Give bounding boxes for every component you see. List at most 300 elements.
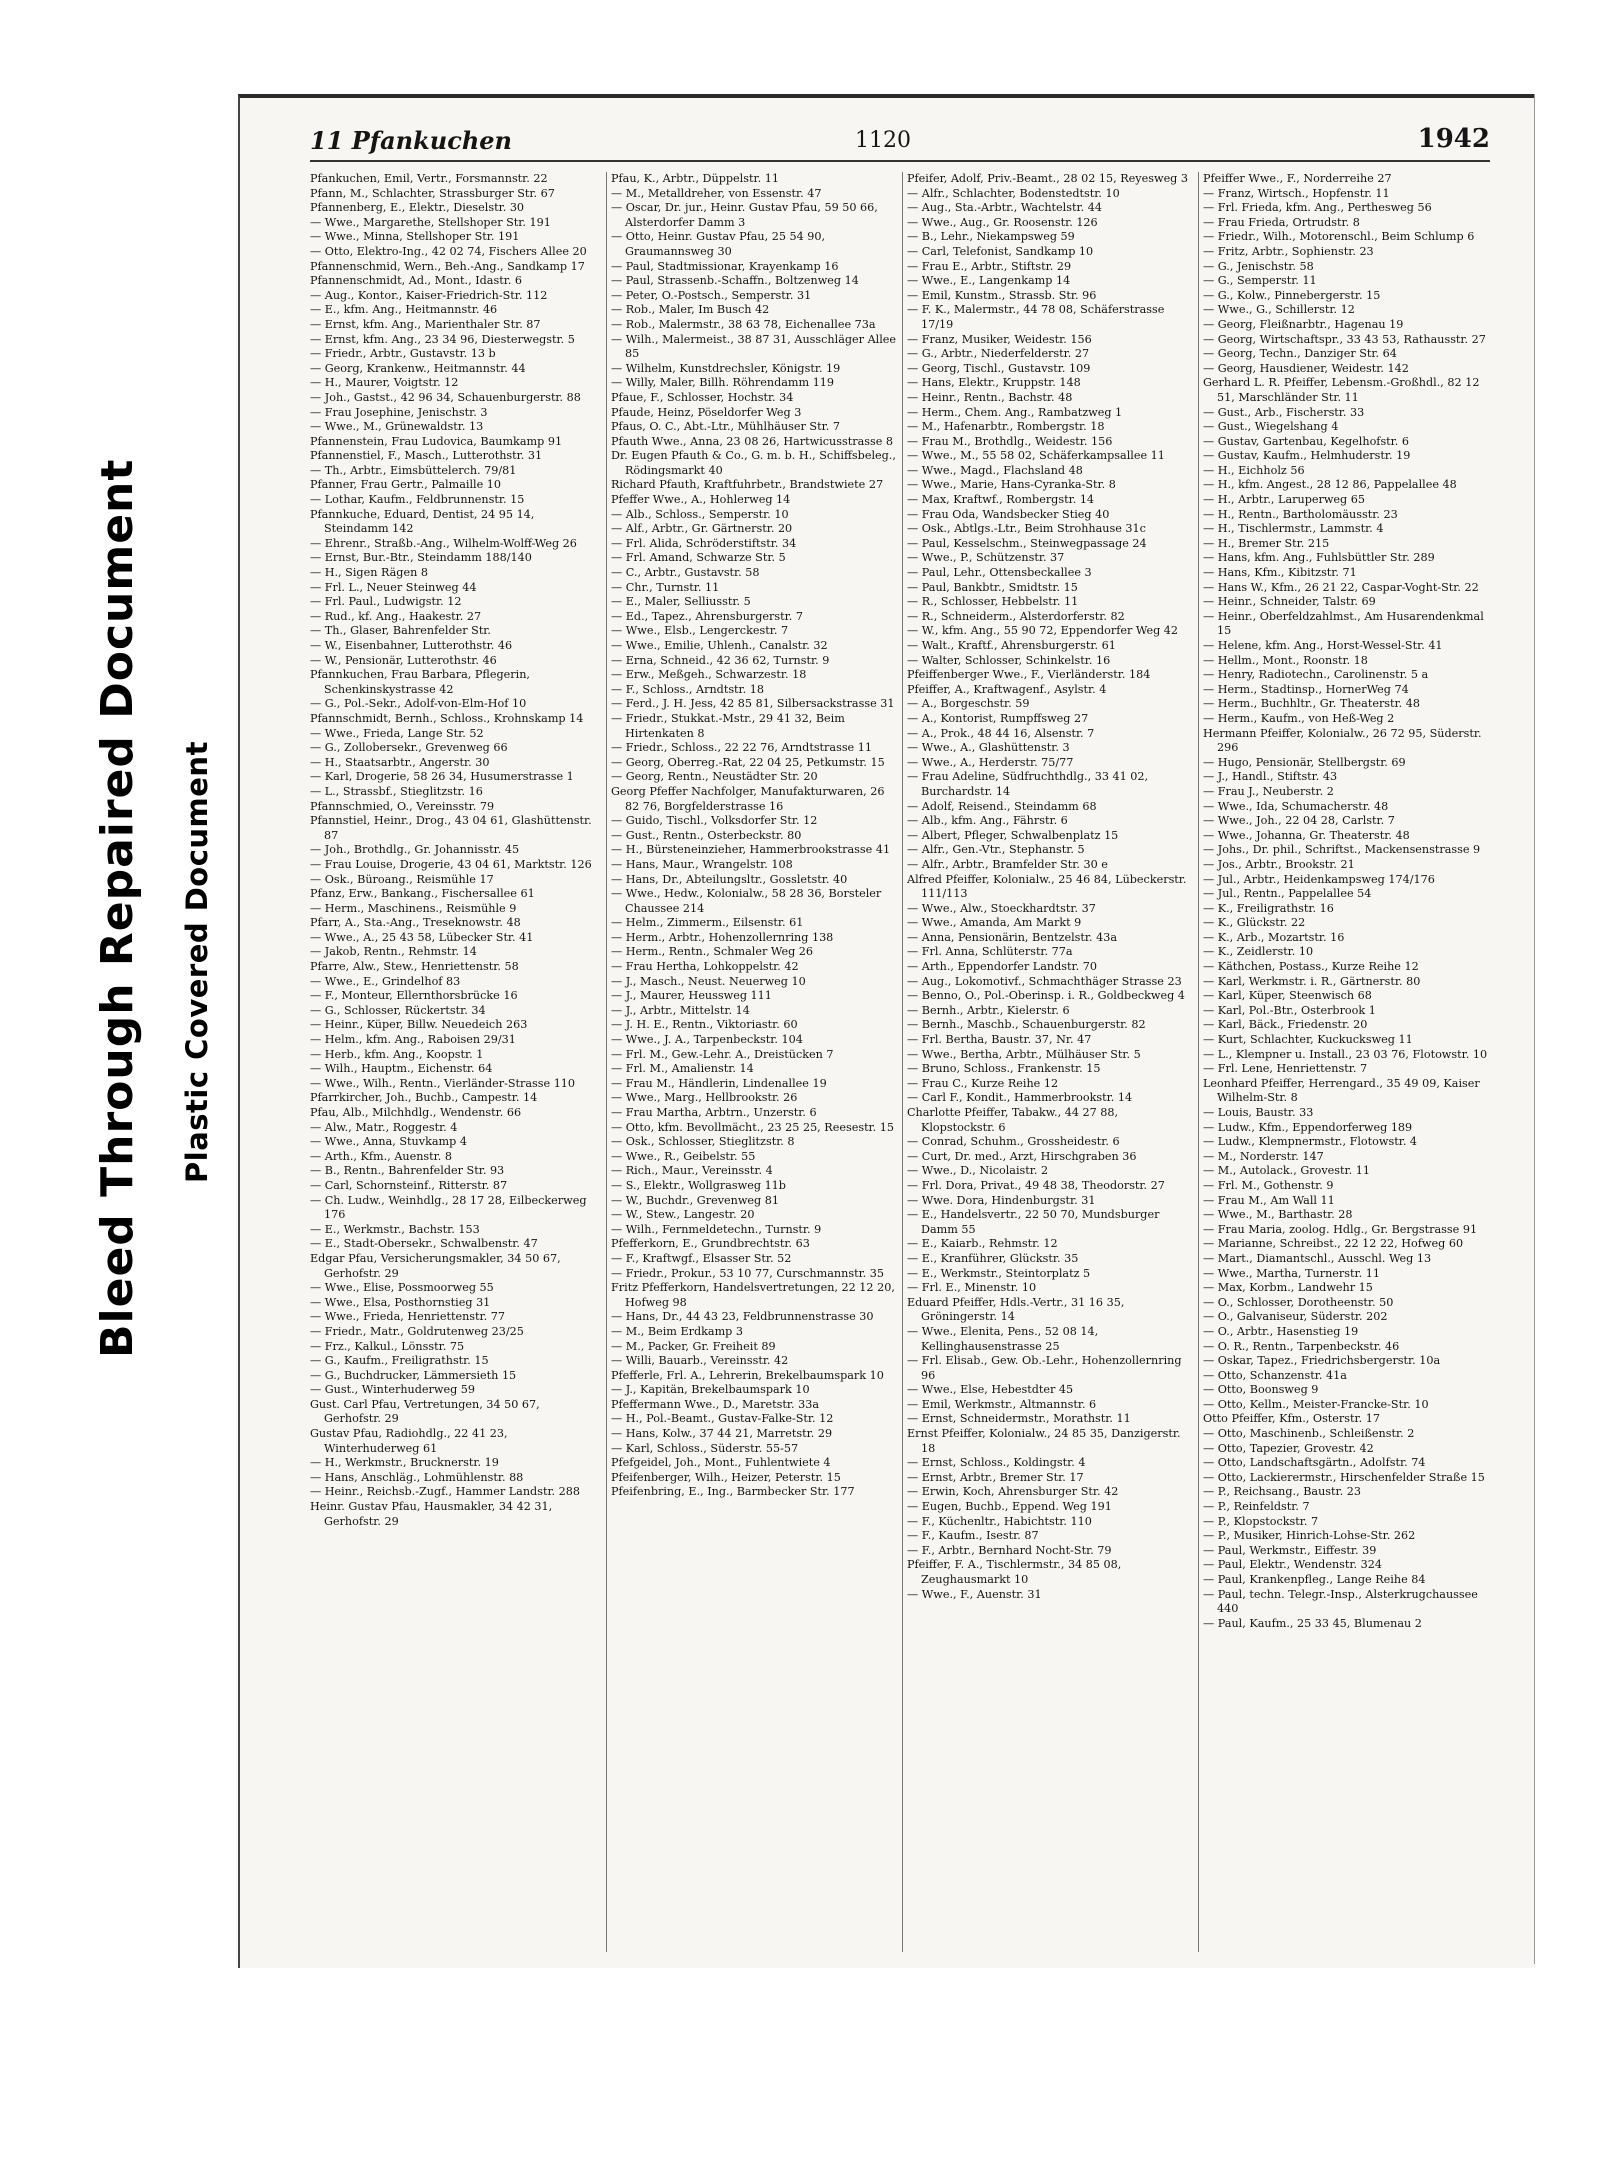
directory-entry: — M., Autolack., Grovestr. 11 <box>1203 1164 1371 1178</box>
directory-page <box>238 94 1536 1968</box>
directory-entry: — E., Kranführer, Glückstr. 35 <box>907 1251 1079 1265</box>
directory-entry: — Frl. Alida, Schröderstiftstr. 34 <box>611 536 797 550</box>
directory-entry: — R., Schlosser, Hebbelstr. 11 <box>907 595 1079 609</box>
directory-entry: — M., Metalldreher, von Essenstr. 47 <box>611 186 822 200</box>
directory-entry: Gustav Pfau, Radiohdlg., 22 41 23, Winterhuderweg 61 <box>310 1427 508 1455</box>
directory-entry: Pfannschmied, O., Vereinsstr. 79 <box>310 799 495 813</box>
directory-entry: — H., kfm. Angest., 28 12 86, Pappelallee 48 <box>1203 478 1457 492</box>
directory-entry: Pfeffer Wwe., A., Hohlerweg 14 <box>611 493 791 507</box>
directory-entry: Richard Pfauth, Kraftfuhrbetr., Brandstwiete 27 <box>611 478 884 492</box>
directory-entry: — Wwe., G., Schillerstr. 12 <box>1203 303 1355 317</box>
directory-entry: — Friedr., Arbtr., Gustavstr. 13 b <box>310 347 496 361</box>
directory-entry: — Rud., kf. Ang., Haakestr. 27 <box>310 609 482 623</box>
directory-entry: — H., Sigen Rägen 8 <box>310 566 428 580</box>
directory-entry: — Hans, Kolw., 37 44 21, Marretstr. 29 <box>611 1427 833 1441</box>
directory-entry: — E., Kaiarb., Rehmstr. 12 <box>907 1237 1058 1251</box>
directory-entry: — Alfr., Schlachter, Bodenstedtstr. 10 <box>907 186 1120 200</box>
directory-entry: — Marianne, Schreibst., 22 12 22, Hofweg 60 <box>1203 1237 1464 1251</box>
directory-entry: Pfau, Alb., Milchhdlg., Wendenstr. 66 <box>310 1106 522 1119</box>
directory-entry: — Käthchen, Postass., Kurze Reihe 12 <box>1203 960 1419 974</box>
directory-entry: — Wwe., Magd., Flachsland 48 <box>907 463 1083 477</box>
directory-entry: — Paul, Werkmstr., Eiffestr. 39 <box>1203 1543 1377 1557</box>
directory-entry: — K., Zeidlerstr. 10 <box>1203 945 1314 959</box>
directory-entry: — Gust., Arb., Fischerstr. 33 <box>1203 405 1365 419</box>
directory-entry: — Wwe., A., Glashüttenstr. 3 <box>907 741 1070 755</box>
directory-entry: — Aug., Kontor., Kaiser-Friedrich-Str. 112 <box>310 288 548 302</box>
directory-entry: — Wwe., D., Nicolaistr. 2 <box>907 1164 1049 1178</box>
directory-entry: — J., Kapitän, Brekelbaumspark 10 <box>611 1383 810 1397</box>
directory-entry: — Frau Adeline, Südfruchthdlg., 33 41 02, Burchardstr. 14 <box>907 770 1149 798</box>
directory-entry: — Paul, Stadtmissionar, Krayenkamp 16 <box>611 259 839 273</box>
directory-entry: — Hans, Anschläg., Lohmühlenstr. 88 <box>310 1470 524 1484</box>
directory-entry: — J. H. E., Rentn., Viktoriastr. 60 <box>611 1018 798 1032</box>
directory-entry: Pfannkuchen, Frau Barbara, Pflegerin, Schenkinskystrasse 42 <box>310 668 530 696</box>
directory-entry: — Chr., Turnstr. 11 <box>611 580 720 594</box>
left-margin <box>0 48 238 2078</box>
directory-entry: — Jul., Arbtr., Heidenkampsweg 174/176 <box>1203 872 1435 886</box>
directory-entry: — Paul, Krankenpfleg., Lange Reihe 84 <box>1203 1573 1426 1586</box>
directory-entry: — Frau Martha, Arbtrn., Unzerstr. 6 <box>611 1106 817 1119</box>
directory-entry: — G., Pol.-Sekr., Adolf-von-Elm-Hof 10 <box>310 697 527 711</box>
directory-entry: — Frl. E., Minenstr. 10 <box>907 1281 1037 1295</box>
directory-entry: — Otto, Landschaftsgärtn., Adolfstr. 74 <box>1203 1456 1426 1470</box>
directory-entry: — Ernst, kfm. Ang., Marienthaler Str. 87 <box>310 317 541 331</box>
directory-entry: — Hugo, Pensionär, Stellbergstr. 69 <box>1203 755 1406 769</box>
directory-entry: — Heinr., Schneider, Talstr. 69 <box>1203 595 1376 609</box>
directory-entry: Alfred Pfeiffer, Kolonialw., 25 46 84, Lübeckerstr. 111/113 <box>907 872 1187 901</box>
directory-entry: — Walter, Schlosser, Schinkelstr. 16 <box>907 653 1111 667</box>
directory-entry: — Curt, Dr. med., Arzt, Hirschgraben 36 <box>907 1149 1137 1163</box>
header-running-title: 11 Pfankuchen <box>310 126 512 155</box>
directory-entry: — Frl. Lene, Henriettenstr. 7 <box>1203 1062 1368 1076</box>
directory-entry: — Otto, Schanzenstr. 41a <box>1203 1368 1347 1382</box>
directory-entry: — Frl. M., Amalienstr. 14 <box>611 1062 754 1076</box>
directory-entry: — F., Monteur, Ellernthorsbrücke 16 <box>310 989 518 1003</box>
directory-entry: — Ernst, Schloss., Koldingstr. 4 <box>907 1456 1086 1470</box>
page-header <box>310 124 1490 162</box>
directory-entry: — Wwe., M., Grünewaldstr. 13 <box>310 420 484 434</box>
directory-entry: — Joh., Brothdlg., Gr. Johannisstr. 45 <box>310 843 520 857</box>
directory-entry: — M., Hafenarbtr., Rombergstr. 18 <box>907 420 1105 434</box>
directory-entry: — F., Schloss., Arndtstr. 18 <box>611 682 765 696</box>
column-3 <box>902 172 1195 1952</box>
directory-entry: — Heinr., Oberfeldzahlmst., Am Husarendenkmal 15 <box>1203 609 1484 638</box>
directory-entry: — Frl. L., Neuer Steinweg 44 <box>310 580 477 594</box>
directory-entry: Georg Pfeffer Nachfolger, Manufakturwaren, 26 82 76, Borgfelderstrasse 16 <box>611 784 885 813</box>
directory-entry: — E., Maler, Selliusstr. 5 <box>611 595 751 609</box>
directory-entry: — Franz, Wirtsch., Hopfenstr. 11 <box>1203 186 1390 200</box>
directory-entry: — Alf., Arbtr., Gr. Gärtnerstr. 20 <box>611 522 793 536</box>
directory-entry: — Hans, Dr., 44 43 23, Feldbrunnenstrasse 30 <box>611 1310 874 1324</box>
directory-entry: — Hellm., Mont., Roonstr. 18 <box>1203 653 1368 667</box>
directory-entry: Pfarrkircher, Joh., Buchb., Campestr. 14 <box>310 1091 538 1105</box>
directory-entry: — Oskar, Tapez., Friedrichsbergerstr. 10a <box>1203 1354 1441 1368</box>
directory-entry: — Th., Arbtr., Eimsbüttelerch. 79/81 <box>310 463 517 477</box>
directory-entry: — Aug., Sta.-Arbtr., Wachtelstr. 44 <box>907 201 1102 215</box>
directory-entry: Pfannenschmidt, Ad., Mont., Idastr. 6 <box>310 274 523 288</box>
directory-entry: — Karl, Bäck., Friedenstr. 20 <box>1203 1018 1368 1032</box>
directory-entry: — Wwe., Frieda, Henriettenstr. 77 <box>310 1310 506 1324</box>
directory-entry: — P., Reichsang., Baustr. 23 <box>1203 1485 1362 1499</box>
directory-entry: — Frl. Elisab., Gew. Ob.-Lehr., Hohenzollernring 96 <box>907 1354 1182 1382</box>
directory-entry: Pfannschmidt, Bernh., Schloss., Krohnskamp 14 <box>310 711 584 725</box>
directory-entry: — Ludw., Klempnermstr., Flotowstr. 4 <box>1203 1135 1418 1149</box>
directory-entry: — Georg, Hausdiener, Weidestr. 142 <box>1203 361 1409 375</box>
directory-entry: — A., Borgeschstr. 59 <box>907 697 1030 711</box>
directory-entry: — Friedr., Wilh., Motorenschl., Beim Schlump 6 <box>1203 230 1475 244</box>
directory-entry: — Arth., Kfm., Auenstr. 8 <box>310 1149 453 1163</box>
directory-entry: — A., Prok., 48 44 16, Alsenstr. 7 <box>907 726 1095 740</box>
directory-entry: — Wwe., Johanna, Gr. Theaterstr. 48 <box>1203 828 1410 842</box>
directory-entry: — Wwe., F., Auenstr. 31 <box>907 1587 1042 1601</box>
directory-entry: — Eugen, Buchb., Eppend. Weg 191 <box>907 1500 1112 1514</box>
directory-entry: — Wwe., Amanda, Am Markt 9 <box>907 916 1082 930</box>
directory-entry: — Anna, Pensionärin, Bentzelstr. 43a <box>907 930 1118 944</box>
directory-entry: — E., Werkmstr., Bachstr. 153 <box>310 1222 480 1236</box>
directory-entry: — Frau E., Arbtr., Stiftstr. 29 <box>907 259 1072 273</box>
directory-entry: Pfaue, F., Schlosser, Hochstr. 34 <box>611 390 794 404</box>
directory-entry: — P., Klopstockstr. 7 <box>1203 1514 1319 1528</box>
directory-entry: — Wwe., Hedw., Kolonialw., 58 28 36, Borsteler Chaussee 214 <box>611 887 882 915</box>
directory-entry: Otto Pfeiffer, Kfm., Osterstr. 17 <box>1203 1412 1380 1426</box>
directory-entry: — Wwe., Alw., Stoeckhardtstr. 37 <box>907 901 1096 915</box>
directory-entry: — S., Elektr., Wollgrasweg 11b <box>611 1178 786 1192</box>
directory-entry: — W., Buchdr., Grevenweg 81 <box>611 1193 780 1207</box>
directory-entry: — Heinr., Küper, Billw. Neuedeich 263 <box>310 1018 528 1032</box>
directory-entry: — Wwe., Elsb., Lengerckestr. 7 <box>611 624 789 638</box>
directory-entry: — Herm., Kaufm., von Heß-Weg 2 <box>1203 711 1395 725</box>
directory-entry: Pfannenberg, E., Elektr., Dieselstr. 30 <box>310 201 525 215</box>
directory-entry: — W., Pensionär, Lutterothstr. 46 <box>310 653 497 667</box>
directory-entry: — Erw., Meßgeh., Schwarzestr. 18 <box>611 668 807 682</box>
directory-entry: — Paul, Strassenb.-Schaffn., Boltzenweg 14 <box>611 274 859 288</box>
directory-entry: Dr. Eugen Pfauth & Co., G. m. b. H., Schiffsbeleg., Rödingsmarkt 40 <box>611 449 896 477</box>
directory-entry: — A., Kontorist, Rumpffsweg 27 <box>907 711 1089 725</box>
directory-entry: — Georg, Fleißnarbtr., Hagenau 19 <box>1203 317 1404 331</box>
directory-entry: — Georg, Techn., Danziger Str. 64 <box>1203 347 1397 361</box>
directory-entry: — Wwe., M., 55 58 02, Schäferkampsallee 11 <box>907 449 1165 463</box>
directory-entry: — Alfr., Gen.-Vtr., Stephanstr. 5 <box>907 843 1085 857</box>
directory-entry: — Otto, Kellm., Meister-Francke-Str. 10 <box>1203 1397 1429 1411</box>
directory-entry: Pfefferkorn, E., Grundbrechtstr. 63 <box>611 1237 810 1251</box>
directory-entry: — P., Musiker, Hinrich-Lohse-Str. 262 <box>1203 1529 1416 1543</box>
directory-entry: Pfannkuche, Eduard, Dentist, 24 95 14, Steindamm 142 <box>310 507 535 536</box>
directory-entry: — F., Kraftwgf., Elsasser Str. 52 <box>611 1251 792 1265</box>
directory-entry: — Frl. M., Gothenstr. 9 <box>1203 1178 1334 1192</box>
directory-entry: — Frl. M., Gew.-Lehr. A., Dreistücken 7 <box>611 1047 834 1061</box>
directory-entry: — Conrad, Schuhm., Grossheidestr. 6 <box>907 1135 1120 1149</box>
directory-entry: — G., Arbtr., Niederfelderstr. 27 <box>907 347 1090 361</box>
directory-entry: — Aug., Lokomotivf., Schmachthäger Strasse 23 <box>907 974 1182 988</box>
directory-entry: — F., Küchenltr., Habichtstr. 110 <box>907 1514 1092 1528</box>
directory-entry: — Fritz, Arbtr., Sophienstr. 23 <box>1203 244 1374 258</box>
directory-entry: — Rob., Malermstr., 38 63 78, Eichenallee 73a <box>611 317 876 331</box>
directory-entry: — Mart., Diamantschl., Ausschl. Weg 13 <box>1203 1251 1432 1265</box>
scan-bottom-band <box>0 2078 1600 2177</box>
directory-entry: — Wwe., E., Langenkamp 14 <box>907 274 1071 288</box>
directory-entry: — Karl, Pol.-Btr., Osterbrook 1 <box>1203 1003 1376 1017</box>
directory-entry: Ernst Pfeiffer, Kolonialw., 24 85 35, Danzigerstr. 18 <box>907 1427 1181 1455</box>
directory-entry: Pfefgeidel, Joh., Mont., Fuhlentwiete 4 <box>611 1456 831 1470</box>
directory-entry: — O., Schlosser, Dorotheenstr. 50 <box>1203 1295 1394 1309</box>
directory-entry: — Frau M., Händlerin, Lindenallee 19 <box>611 1076 827 1090</box>
directory-entry: — Otto, Heinr. Gustav Pfau, 25 54 90, Graumannsweg 30 <box>611 230 826 258</box>
directory-entry: — Walt., Kraftf., Ahrensburgerstr. 61 <box>907 639 1116 652</box>
directory-entry: — G., Schlosser, Rückertstr. 34 <box>310 1003 486 1017</box>
directory-entry: — Frl. Frieda, kfm. Ang., Perthesweg 56 <box>1203 201 1432 215</box>
directory-entry: — Karl, Drogerie, 58 26 34, Husumerstrasse 1 <box>310 770 574 784</box>
directory-entry: Pfeifenbring, E., Ing., Barmbecker Str. 177 <box>611 1485 855 1499</box>
directory-entry: — Oscar, Dr. jur., Heinr. Gustav Pfau, 59 50 66, Alsterdorfer Damm 3 <box>611 201 878 229</box>
directory-entry: Pfarre, Alw., Stew., Henriettenstr. 58 <box>310 960 519 974</box>
directory-entry: — Gustav, Gartenbau, Kegelhofstr. 6 <box>1203 434 1410 448</box>
directory-entry: — Albert, Pfleger, Schwalbenplatz 15 <box>907 828 1119 842</box>
directory-entry: — Paul, Elektr., Wendenstr. 324 <box>1203 1558 1382 1572</box>
directory-entry: Pfanz, Erw., Bankang., Fischersallee 61 <box>310 887 535 901</box>
directory-entry: — Hans, kfm. Ang., Fuhlsbüttler Str. 289 <box>1203 551 1435 565</box>
directory-entry: — G., Kolw., Pinnebergerstr. 15 <box>1203 288 1381 302</box>
directory-entry: — Herm., Rentn., Schmaler Weg 26 <box>611 945 814 959</box>
directory-entry: — E., Handelsvertr., 22 50 70, Mundsburger Damm 55 <box>907 1208 1160 1236</box>
directory-entry: — Wwe., Minna, Stellshoper Str. 191 <box>310 230 520 244</box>
directory-entry: — Friedr., Matr., Goldrutenweg 23/25 <box>310 1324 524 1338</box>
directory-entry: — Th., Glaser, Bahrenfelder Str. <box>310 624 491 638</box>
directory-entry: — Wwe., Marie, Hans-Cyranka-Str. 8 <box>907 478 1116 492</box>
directory-entry: — Wilh., Fernmeldetechn., Turnstr. 9 <box>611 1222 822 1236</box>
directory-entry: — Wwe., Joh., 22 04 28, Carlstr. 7 <box>1203 814 1395 828</box>
directory-entry: — Frau Oda, Wandsbecker Stieg 40 <box>907 507 1110 521</box>
directory-entry: — Herm., Stadtinsp., HornerWeg 74 <box>1203 682 1409 696</box>
directory-entry: — Karl, Werkmstr. i. R., Gärtnerstr. 80 <box>1203 974 1421 988</box>
directory-entry: — Friedr., Stukkat.-Mstr., 29 41 32, Beim Hirtenkaten 8 <box>611 711 845 740</box>
directory-entry: — Wwe., Elenita, Pens., 52 08 14, Kellinghausenstrasse 25 <box>907 1324 1099 1353</box>
directory-entry: — Max, Korbm., Landwehr 15 <box>1203 1281 1373 1295</box>
directory-entry: — Osk., Schlosser, Stieglitzstr. 8 <box>611 1135 795 1149</box>
directory-entry: — Wwe., Frieda, Lange Str. 52 <box>310 726 484 740</box>
directory-entry: — O., Galvaniseur, Süderstr. 202 <box>1203 1310 1388 1324</box>
directory-entry: Fritz Pfefferkorn, Handelsvertretungen, 22 12 20, Hofweg 98 <box>611 1281 895 1309</box>
directory-entry: — Herm., Arbtr., Hohenzollernring 138 <box>611 930 834 944</box>
directory-entry: — Otto, Boonsweg 9 <box>1203 1383 1319 1397</box>
directory-entry: — Paul, Kaufm., 25 33 45, Blumenau 2 <box>1203 1616 1422 1630</box>
directory-entry: Eduard Pfeiffer, Hdls.-Vertr., 31 16 35, Gröningerstr. 14 <box>907 1295 1125 1324</box>
directory-entry: — Frl. Anna, Schlüterstr. 77a <box>907 945 1073 959</box>
directory-entry: — Bruno, Schloss., Frankenstr. 15 <box>907 1062 1101 1076</box>
directory-entry: — H., Tischlermstr., Lammstr. 4 <box>1203 522 1384 536</box>
directory-entry: — Frau M., Brothdlg., Weidestr. 156 <box>907 434 1113 448</box>
directory-entry: — Willi, Bauarb., Vereinsstr. 42 <box>611 1354 789 1368</box>
directory-entry: — Wwe., Emilie, Uhlenh., Canalstr. 32 <box>611 639 828 652</box>
directory-entry: — H., Eichholz 56 <box>1203 463 1305 477</box>
directory-entry: — Wwe., Elise, Possmoorweg 55 <box>310 1281 494 1295</box>
directory-entry: — Gust., Rentn., Osterbeckstr. 80 <box>611 828 802 842</box>
directory-entry: Pfau, K., Arbtr., Düppelstr. 11 <box>611 172 779 185</box>
page-number: 1120 <box>855 128 911 153</box>
directory-entry: Gust. Carl Pfau, Vertretungen, 34 50 67, Gerhofstr. 29 <box>310 1397 540 1426</box>
directory-entry: — Louis, Baustr. 33 <box>1203 1106 1314 1119</box>
directory-entry: — Frau Hertha, Lohkoppelstr. 42 <box>611 960 799 974</box>
directory-entry: — Georg, Tischl., Gustavstr. 109 <box>907 361 1091 375</box>
directory-entry: Pfankuchen, Emil, Vertr., Forsmannstr. 22 <box>310 172 548 185</box>
column-4 <box>1198 172 1491 1952</box>
bleed-through-stamp: Bleed Through Repaired Document <box>92 458 143 1358</box>
directory-entry: — H., Pol.-Beamt., Gustav-Falke-Str. 12 <box>611 1412 834 1426</box>
directory-entry: Pfeffermann Wwe., D., Maretstr. 33a <box>611 1397 820 1411</box>
directory-entry: — Osk., Büroang., Reismühle 17 <box>310 872 494 886</box>
directory-entry: — Wwe., P., Schützenstr. 37 <box>907 551 1065 565</box>
directory-entry: Hermann Pfeiffer, Kolonialw., 26 72 95, Süderstr. 296 <box>1203 726 1482 755</box>
directory-entry: — Jul., Rentn., Pappelallee 54 <box>1203 887 1372 901</box>
directory-entry: — Friedr., Schloss., 22 22 76, Arndtstrasse 11 <box>611 741 872 755</box>
directory-entry: — Wilh., Hauptm., Eichenstr. 64 <box>310 1062 493 1076</box>
directory-entry: — Karl, Schloss., Süderstr. 55-57 <box>611 1441 799 1455</box>
directory-entry: — Karl, Küper, Steenwisch 68 <box>1203 989 1372 1003</box>
directory-entry: — Alfr., Arbtr., Bramfelder Str. 30 e <box>907 857 1108 871</box>
right-margin <box>1534 94 1600 1964</box>
directory-entry: — H., Arbtr., Laruperweg 65 <box>1203 493 1365 507</box>
directory-entry: — R., Schneiderm., Alsterdorferstr. 82 <box>907 609 1125 623</box>
directory-entry: — Wilhelm, Kunstdrechsler, Königstr. 19 <box>611 361 841 375</box>
directory-entry: — Guido, Tischl., Volksdorfer Str. 12 <box>611 814 818 828</box>
directory-entry: — E., Werkmstr., Steintorplatz 5 <box>907 1266 1091 1280</box>
directory-entry: — Max, Kraftwf., Rombergstr. 14 <box>907 493 1095 507</box>
directory-entry: — J., Handl., Stiftstr. 43 <box>1203 770 1338 784</box>
directory-entry: — Otto, Maschinenb., Schleißenstr. 2 <box>1203 1427 1415 1441</box>
directory-entry: — Rich., Maur., Vereinsstr. 4 <box>611 1164 773 1178</box>
directory-entry: — Hans, Maur., Wrangelstr. 108 <box>611 857 793 871</box>
directory-entry: — Ernst, Arbtr., Bremer Str. 17 <box>907 1470 1084 1484</box>
directory-entry: — Adolf, Reisend., Steindamm 68 <box>907 799 1097 813</box>
directory-entry: — Joh., Gastst., 42 96 34, Schauenburgerstr. 88 <box>310 390 581 404</box>
directory-entry: — H., Werkmstr., Brucknerstr. 19 <box>310 1456 499 1470</box>
directory-entry: — Alw., Matr., Roggestr. 4 <box>310 1120 458 1134</box>
directory-entry: — W., kfm. Ang., 55 90 72, Eppendorfer Weg 42 <box>907 624 1179 638</box>
directory-entry: — Wwe., E., Grindelhof 83 <box>310 974 461 988</box>
directory-entry: Pfannstiel, Heinr., Drog., 43 04 61, Glashüttenstr. 87 <box>310 814 592 842</box>
directory-entry: — Ehrenr., Straßb.-Ang., Wilhelm-Wolff-Weg 26 <box>310 536 577 550</box>
directory-entry: — Bernh., Arbtr., Kielerstr. 6 <box>907 1003 1070 1017</box>
directory-entry: — Emil, Werkmstr., Altmannstr. 6 <box>907 1397 1097 1411</box>
directory-entry: Pfefferle, Frl. A., Lehrerin, Brekelbaumspark 10 <box>611 1368 884 1382</box>
directory-entry: — Gust., Winterhuderweg 59 <box>310 1383 476 1397</box>
directory-entry: — Carl, Telefonist, Sandkamp 10 <box>907 244 1094 258</box>
directory-entry: — Ludw., Kfm., Eppendorferweg 189 <box>1203 1120 1413 1134</box>
directory-entry: — Carl, Schornsteinf., Ritterstr. 87 <box>310 1178 508 1192</box>
directory-entry: Pfarr, A., Sta.-Ang., Treseknowstr. 48 <box>310 916 521 930</box>
directory-entry: — Frau C., Kurze Reihe 12 <box>907 1076 1059 1090</box>
directory-entry: — P., Reinfeldstr. 7 <box>1203 1500 1310 1514</box>
directory-entry: — M., Norderstr. 147 <box>1203 1149 1324 1163</box>
directory-entry: — Gustav, Kaufm., Helmhuderstr. 19 <box>1203 449 1411 463</box>
directory-entry: Leonhard Pfeiffer, Herrengard., 35 49 09, Kaiser Wilhelm-Str. 8 <box>1203 1076 1480 1105</box>
directory-entry: — G., Zollobersekr., Grevenweg 66 <box>310 741 508 755</box>
directory-entry: — Frl. Bertha, Baustr. 37, Nr. 47 <box>907 1033 1092 1047</box>
directory-entry: — M., Packer, Gr. Freiheit 89 <box>611 1339 776 1353</box>
directory-entry: Edgar Pfau, Versicherungsmakler, 34 50 67, Gerhofstr. 29 <box>310 1251 561 1280</box>
directory-entry: Pfeiffenberger Wwe., F., Vierländerstr. 184 <box>907 668 1151 682</box>
directory-entry: — Ernst, kfm. Ang., 23 34 96, Diesterwegstr. 5 <box>310 332 575 346</box>
directory-entry: Pfeifer, Adolf, Priv.-Beamt., 28 02 15, Reyesweg 3 <box>907 172 1189 185</box>
directory-entry: Pfanner, Frau Gertr., Palmaille 10 <box>310 478 502 492</box>
directory-entry: — K., Arb., Mozartstr. 16 <box>1203 930 1345 944</box>
directory-entry: Pfeifenberger, Wilh., Heizer, Peterstr. 15 <box>611 1470 841 1484</box>
directory-entry: Pfaus, O. C., Abt.-Ltr., Mühlhäuser Str. 7 <box>611 420 840 434</box>
directory-entry: Heinr. Gustav Pfau, Hausmakler, 34 42 31, Gerhofstr. 29 <box>310 1500 553 1528</box>
directory-entry: — Henry, Radiotechn., Carolinenstr. 5 a <box>1203 668 1429 682</box>
directory-entry: — H., Bürsteneinzieher, Hammerbrookstrasse 41 <box>611 843 891 857</box>
directory-entry: — B., Lehr., Niekampsweg 59 <box>907 230 1075 244</box>
directory-entry: — Jos., Arbtr., Brookstr. 21 <box>1203 857 1355 871</box>
directory-entry: — E., Stadt-Obersekr., Schwalbenstr. 47 <box>310 1237 538 1251</box>
directory-entry: — Helene, kfm. Ang., Horst-Wessel-Str. 41 <box>1203 639 1443 652</box>
directory-entry: — Frau J., Neuberstr. 2 <box>1203 784 1334 798</box>
directory-entry: — M., Beim Erdkamp 3 <box>611 1324 744 1338</box>
directory-entry: — O., Arbtr., Hasenstieg 19 <box>1203 1324 1359 1338</box>
directory-entry: — H., Bremer Str. 215 <box>1203 536 1330 550</box>
directory-entry: — O. R., Rentn., Tarpenbeckstr. 46 <box>1203 1339 1400 1353</box>
directory-entry: — Osk., Abtlgs.-Ltr., Beim Strohhause 31c <box>907 522 1146 536</box>
directory-entry: — Frl. Paul., Ludwigstr. 12 <box>310 595 462 609</box>
directory-entry: — Frl. Amand, Schwarze Str. 5 <box>611 551 786 565</box>
column-2 <box>606 172 899 1952</box>
directory-entry: — G., Jenischstr. 58 <box>1203 259 1314 273</box>
directory-entry: — G., Buchdrucker, Lämmersieth 15 <box>310 1368 517 1382</box>
directory-entry: Charlotte Pfeiffer, Tabakw., 44 27 88, Klopstockstr. 6 <box>907 1106 1119 1134</box>
directory-entry: — Gust., Wiegelshang 4 <box>1203 420 1339 434</box>
directory-entry: — Frau Maria, zoolog. Hdlg., Gr. Bergstrasse 91 <box>1203 1222 1478 1236</box>
directory-entry: — Erna, Schneid., 42 36 62, Turnstr. 9 <box>611 653 830 667</box>
directory-entry: — Friedr., Prokur., 53 10 77, Curschmannstr. 35 <box>611 1266 885 1280</box>
directory-entry: — Otto, kfm. Bevollmächt., 23 25 25, Reesestr. 15 <box>611 1120 895 1134</box>
directory-entry: — Hans W., Kfm., 26 21 22, Caspar-Voght-Str. 22 <box>1203 580 1479 594</box>
directory-entry: — Wwe., Martha, Turnerstr. 11 <box>1203 1266 1380 1280</box>
directory-entry: — Wwe., R., Geibelstr. 55 <box>611 1149 756 1163</box>
directory-entry: — Rob., Maler, Im Busch 42 <box>611 303 770 317</box>
directory-entry: — Wwe., A., 25 43 58, Lübecker Str. 41 <box>310 930 534 944</box>
directory-entry: — Hans, Dr., Abteilungsltr., Gossletstr. 40 <box>611 872 848 886</box>
directory-entry: — G., Semperstr. 11 <box>1203 274 1317 288</box>
directory-entry: Pfauth Wwe., Anna, 23 08 26, Hartwicusstrasse 8 <box>611 434 894 448</box>
directory-entry: — Paul, techn. Telegr.-Insp., Alsterkrugchaussee 440 <box>1203 1587 1478 1616</box>
directory-entry: — Ferd., J. H. Jess, 42 85 81, Silbersackstrasse 31 <box>611 697 895 711</box>
directory-entry: — Wwe., Else, Hebestdter 45 <box>907 1383 1074 1397</box>
directory-entry: — Jakob, Rentn., Rehmstr. 14 <box>310 945 477 959</box>
directory-entry: — F., Kaufm., Isestr. 87 <box>907 1529 1039 1543</box>
directory-entry: — L., Strassbf., Stieglitzstr. 16 <box>310 784 483 798</box>
directory-entry: — Otto, Tapezier, Grovestr. 42 <box>1203 1441 1374 1455</box>
directory-entry: — Herm., Chem. Ang., Rambatzweg 1 <box>907 405 1123 419</box>
directory-entry: — Herb., kfm. Ang., Koopstr. 1 <box>310 1047 484 1061</box>
directory-entry: — Erwin, Koch, Ahrensburger Str. 42 <box>907 1485 1119 1499</box>
directory-entry: — Otto, Elektro-Ing., 42 02 74, Fischers Allee 20 <box>310 244 587 258</box>
directory-entry: — H., Rentn., Bartholomäusstr. 23 <box>1203 507 1398 521</box>
directory-entry: — Carl F., Kondit., Hammerbrookstr. 14 <box>907 1091 1133 1105</box>
directory-entry: — Paul, Bankbtr., Smidtstr. 15 <box>907 580 1078 594</box>
directory-entry: — Wwe. Dora, Hindenburgstr. 31 <box>907 1193 1096 1207</box>
directory-entry: — Paul, Kesselschm., Steinwegpassage 24 <box>907 536 1147 550</box>
directory-entry: — H., Staatsarbtr., Angerstr. 30 <box>310 755 490 769</box>
directory-entry: — Herm., Buchhltr., Gr. Theaterstr. 48 <box>1203 697 1420 711</box>
directory-entry: — Alb., Schloss., Semperstr. 10 <box>611 507 789 521</box>
directory-entry: Pfeiffer Wwe., F., Norderreihe 27 <box>1203 172 1392 185</box>
directory-entry: — Wwe., Ida, Schumacherstr. 48 <box>1203 799 1389 813</box>
directory-entry: — Heinr., Rentn., Bachstr. 48 <box>907 390 1073 404</box>
directory-entry: — Benno, O., Pol.-Oberinsp. i. R., Goldbeckweg 4 <box>907 989 1185 1003</box>
directory-entry: — Helm., Zimmerm., Eilsenstr. 61 <box>611 916 804 930</box>
directory-entry: — Frl. Dora, Privat., 49 48 38, Theodorstr. 27 <box>907 1178 1165 1192</box>
column-1 <box>310 172 598 1952</box>
directory-entry: — Georg, Krankenw., Heitmannstr. 44 <box>310 361 526 375</box>
